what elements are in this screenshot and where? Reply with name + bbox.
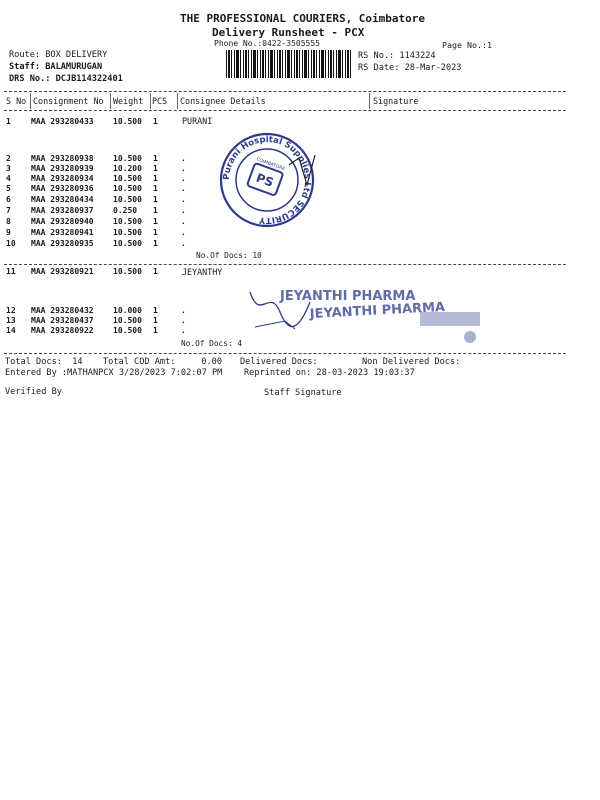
rs-number: RS No.: 1143224 [358,51,436,61]
table-row-consignment: MAA 293280437 [31,316,94,325]
company-seal [217,130,317,230]
table-top-rule [4,91,566,92]
table-row-weight: 10.500 [113,228,142,237]
col-divider [177,93,178,109]
table-row-consignment: MAA 293280433 [31,117,94,126]
table-row-pcs: 1 [153,184,158,193]
non-delivered-docs: Non Delivered Docs: [362,357,461,367]
company-title: THE PROFESSIONAL COURIERS, Coimbatore [180,12,426,25]
svg-text:PS: PS [254,170,276,190]
delivered-docs: Delivered Docs: [240,357,318,367]
table-row-pcs: 1 [153,174,158,183]
table-row-mark: . [181,154,186,163]
table-row-sno: 1 [6,117,11,126]
table-row-sno: 14 [6,326,16,335]
table-row-consignment: MAA 293280922 [31,326,94,335]
page-number: Page No.:1 [442,40,492,50]
table-row-sno: 11 [6,267,16,276]
table-row-weight: 10.500 [113,195,142,204]
rs-date: RS Date: 28-Mar-2023 [358,63,462,73]
table-row-consignment: MAA 293280921 [31,267,94,276]
pharmacy-stamp [240,282,510,352]
route-label: Route: BOX DELIVERY [9,50,108,60]
table-row-consignment: MAA 293280937 [31,206,94,215]
staff-signature: Staff Signature [264,388,342,398]
table-row-sno: 8 [6,217,11,226]
table-row-pcs: 1 [153,164,158,173]
docs-count: No.Of Docs: 4 [181,339,243,348]
group-divider [4,264,566,265]
table-row-sno: 7 [6,206,11,215]
col-divider [369,93,370,109]
barcode [226,50,352,78]
table-row-mark: . [181,306,186,315]
table-row-weight: 0.250 [113,206,138,215]
drs-number: DRS No.: DCJB114322401 [9,74,123,84]
table-row-pcs: 1 [153,228,158,237]
table-row-pcs: 1 [153,306,158,315]
col-signature: Signature [373,96,419,106]
table-row-pcs: 1 [153,117,158,126]
runsheet-title: Delivery Runsheet - PCX [212,26,365,39]
col-consignee: Consignee Details [180,96,266,106]
table-row-mark: . [181,239,186,248]
table-row-pcs: 1 [153,267,158,276]
table-row-mark: . [181,206,186,215]
table-row-sno: 5 [6,184,11,193]
table-row-pcs: 1 [153,239,158,248]
total-docs: Total Docs: 14 [5,357,83,367]
table-row-weight: 10.500 [113,117,142,126]
svg-text:COIMBATORE: COIMBATORE [255,157,286,173]
table-row-consignment: MAA 293280936 [31,184,94,193]
total-cod: Total COD Amt: 0.00 [103,357,222,367]
table-row-weight: 10.500 [113,267,142,276]
table-row-sno: 12 [6,306,16,315]
consignee-name: JEYANTHY [182,267,223,277]
table-row-weight: 10.000 [113,306,142,315]
table-row-consignment: MAA 293280939 [31,164,94,173]
table-row-mark: . [181,228,186,237]
entered-by: Entered By :MATHANPCX 3/28/2023 7:02:07 PM [5,368,223,378]
table-row-pcs: 1 [153,154,158,163]
table-row-mark: . [181,195,186,204]
table-row-mark: . [181,164,186,173]
table-row-weight: 10.200 [113,164,142,173]
table-header-rule [4,110,566,111]
col-divider [30,93,31,109]
table-row-sno: 9 [6,228,11,237]
col-weight: Weight [113,96,144,106]
table-row-mark: . [181,184,186,193]
table-row-weight: 10.500 [113,154,142,163]
table-row-sno: 6 [6,195,11,204]
svg-text:Purani Hospital Supplies Ltd S: Purani Hospital Supplies Ltd SECURITY [221,134,313,226]
table-row-mark: . [181,326,186,335]
verified-by: Verified By [5,387,62,397]
table-row-mark: . [181,174,186,183]
table-row-pcs: 1 [153,316,158,325]
table-row-consignment: MAA 293280935 [31,239,94,248]
docs-count: No.Of Docs: 10 [196,251,262,260]
table-row-sno: 3 [6,164,11,173]
table-row-sno: 2 [6,154,11,163]
table-row-pcs: 1 [153,195,158,204]
col-sno: S No [6,96,27,106]
table-row-consignment: MAA 293280434 [31,195,94,204]
consignee-name: PURANI [182,116,213,126]
table-row-mark: . [181,316,186,325]
svg-text:JEYANTHI PHARMA: JEYANTHI PHARMA [309,299,446,322]
table-row-pcs: 1 [153,217,158,226]
table-row-consignment: MAA 293280940 [31,217,94,226]
table-row-consignment: MAA 293280934 [31,174,94,183]
svg-text:JEYANTHI PHARMA: JEYANTHI PHARMA [280,289,416,304]
table-row-weight: 10.500 [113,326,142,335]
table-row-sno: 13 [6,316,16,325]
table-row-sno: 4 [6,174,11,183]
table-row-consignment: MAA 293280941 [31,228,94,237]
table-row-weight: 10.500 [113,217,142,226]
col-divider [110,93,111,109]
staff-label: Staff: BALAMURUGAN [9,62,103,72]
table-row-pcs: 1 [153,326,158,335]
reprinted-on: Reprinted on: 28-03-2023 19:03:37 [244,368,415,378]
table-row-consignment: MAA 293280938 [31,154,94,163]
table-row-weight: 10.500 [113,184,142,193]
phone-number: Phone No.:0422-3505555 [214,39,320,48]
col-divider [150,93,151,109]
table-row-weight: 10.500 [113,316,142,325]
table-row-weight: 10.500 [113,239,142,248]
col-pcs: PCS [152,96,168,106]
table-row-pcs: 1 [153,206,158,215]
col-consignment: Consignment No [33,96,104,106]
table-row-mark: . [181,217,186,226]
totals-rule [4,353,566,354]
table-row-consignment: MAA 293280432 [31,306,94,315]
table-row-weight: 10.500 [113,174,142,183]
table-row-sno: 10 [6,239,16,248]
